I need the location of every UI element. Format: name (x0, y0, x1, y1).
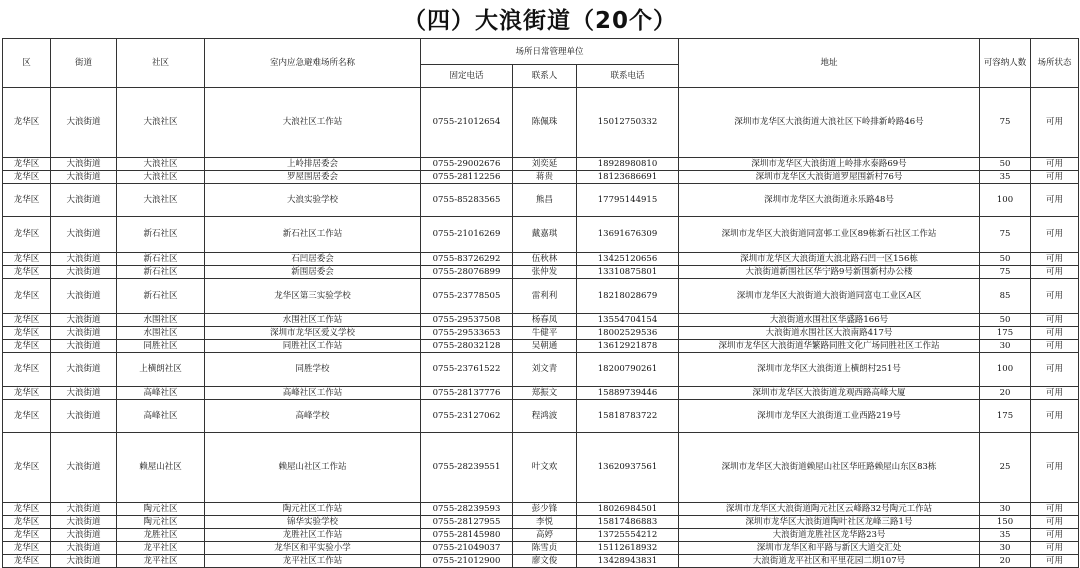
cell-contact-phone: 13691676309 (577, 217, 679, 253)
cell-district: 龙华区 (3, 400, 51, 433)
cell-district: 龙华区 (3, 387, 51, 400)
cell-street: 大浪街道 (51, 253, 117, 266)
cell-address: 深圳市龙华区和平路与新区大道交汇处 (679, 542, 980, 555)
cell-contact-phone: 18026984501 (577, 503, 679, 516)
cell-shelter-name: 新围居委会 (205, 266, 421, 279)
cell-contact: 叶文欢 (513, 433, 577, 503)
table-row (3, 327, 1079, 340)
cell-capacity: 20 (980, 555, 1031, 568)
cell-status: 可用 (1031, 433, 1079, 503)
cell-status: 可用 (1031, 327, 1079, 340)
header-fixed-phone: 固定电话 (421, 65, 513, 88)
cell-status: 可用 (1031, 314, 1079, 327)
cell-status: 可用 (1031, 353, 1079, 387)
cell-contact: 刘奕延 (513, 158, 577, 171)
page-title: （四）大浪街道（20个） (402, 8, 677, 34)
table-row (3, 88, 1079, 158)
cell-status: 可用 (1031, 340, 1079, 353)
cell-community: 龙胜社区 (117, 529, 205, 542)
cell-fixed-phone: 0755-21016269 (421, 217, 513, 253)
cell-contact-phone: 15818783722 (577, 400, 679, 433)
cell-community: 新石社区 (117, 217, 205, 253)
cell-fixed-phone: 0755-28076899 (421, 266, 513, 279)
cell-contact: 雷利利 (513, 279, 577, 314)
cell-address: 深圳市龙华区大浪街道工业西路219号 (679, 400, 980, 433)
cell-capacity: 50 (980, 314, 1031, 327)
cell-contact: 彭少锋 (513, 503, 577, 516)
table-row (3, 400, 1079, 433)
cell-contact-phone: 15889739446 (577, 387, 679, 400)
cell-district: 龙华区 (3, 184, 51, 217)
cell-contact-phone: 18200790261 (577, 353, 679, 387)
cell-street: 大浪街道 (51, 217, 117, 253)
header-capacity: 可容纳人数 (980, 39, 1031, 88)
cell-contact: 廖文俊 (513, 555, 577, 568)
table-row (3, 516, 1079, 529)
cell-shelter-name: 龙胜社区工作站 (205, 529, 421, 542)
cell-fixed-phone: 0755-29002676 (421, 158, 513, 171)
cell-address: 深圳市龙华区大浪街道永乐路48号 (679, 184, 980, 217)
cell-address: 深圳市龙华区大浪街道罗屋围新村76号 (679, 171, 980, 184)
cell-street: 大浪街道 (51, 314, 117, 327)
cell-shelter-name: 同胜社区工作站 (205, 340, 421, 353)
cell-contact-phone: 13612921878 (577, 340, 679, 353)
header-address: 地址 (679, 39, 980, 88)
cell-shelter-name: 深圳市龙华区爱义学校 (205, 327, 421, 340)
cell-community: 新石社区 (117, 266, 205, 279)
cell-contact: 熊昌 (513, 184, 577, 217)
cell-shelter-name: 上岭排居委会 (205, 158, 421, 171)
cell-capacity: 25 (980, 433, 1031, 503)
cell-status: 可用 (1031, 171, 1079, 184)
cell-community: 高峰社区 (117, 387, 205, 400)
cell-street: 大浪街道 (51, 171, 117, 184)
cell-shelter-name: 同胜学校 (205, 353, 421, 387)
cell-capacity: 75 (980, 266, 1031, 279)
cell-district: 龙华区 (3, 555, 51, 568)
cell-contact: 李悦 (513, 516, 577, 529)
cell-shelter-name: 水围社区工作站 (205, 314, 421, 327)
cell-community: 高峰社区 (117, 400, 205, 433)
table-row (3, 433, 1079, 503)
cell-capacity: 35 (980, 529, 1031, 542)
cell-contact-phone: 18123686691 (577, 171, 679, 184)
cell-status: 可用 (1031, 266, 1079, 279)
cell-status: 可用 (1031, 516, 1079, 529)
cell-capacity: 35 (980, 171, 1031, 184)
cell-address: 深圳市龙华区大浪街道同富邨工业区89栋新石社区工作站 (679, 217, 980, 253)
cell-contact-phone: 15012750332 (577, 88, 679, 158)
cell-community: 大浪社区 (117, 88, 205, 158)
cell-district: 龙华区 (3, 340, 51, 353)
cell-community: 同胜社区 (117, 340, 205, 353)
cell-street: 大浪街道 (51, 158, 117, 171)
cell-capacity: 75 (980, 88, 1031, 158)
cell-status: 可用 (1031, 88, 1079, 158)
cell-contact-phone: 13310875801 (577, 266, 679, 279)
cell-district: 龙华区 (3, 217, 51, 253)
header-contact-phone: 联系电话 (577, 65, 679, 88)
cell-shelter-name: 赖屋山社区工作站 (205, 433, 421, 503)
cell-address: 深圳市龙华区大浪街道大浪社区下岭排新岭路46号 (679, 88, 980, 158)
cell-community: 新石社区 (117, 279, 205, 314)
cell-contact: 牛健平 (513, 327, 577, 340)
cell-capacity: 75 (980, 217, 1031, 253)
cell-contact-phone: 15817486883 (577, 516, 679, 529)
cell-street: 大浪街道 (51, 387, 117, 400)
cell-fixed-phone: 0755-83726292 (421, 253, 513, 266)
cell-capacity: 150 (980, 516, 1031, 529)
cell-street: 大浪街道 (51, 503, 117, 516)
cell-street: 大浪街道 (51, 279, 117, 314)
cell-contact-phone: 13554704154 (577, 314, 679, 327)
table-row (3, 503, 1079, 516)
cell-status: 可用 (1031, 158, 1079, 171)
cell-street: 大浪街道 (51, 184, 117, 217)
cell-contact-phone: 18928980810 (577, 158, 679, 171)
table-row (3, 353, 1079, 387)
cell-district: 龙华区 (3, 433, 51, 503)
cell-address: 大浪街道新围社区华宁路9号新围新村办公楼 (679, 266, 980, 279)
cell-capacity: 175 (980, 327, 1031, 340)
cell-shelter-name: 龙华区和平实验小学 (205, 542, 421, 555)
cell-street: 大浪街道 (51, 433, 117, 503)
cell-address: 深圳市龙华区大浪街道华繁路同胜文化广场同胜社区工作站 (679, 340, 980, 353)
cell-capacity: 30 (980, 503, 1031, 516)
cell-address: 深圳市龙华区大浪街道龙观西路高峰大厦 (679, 387, 980, 400)
table-row (3, 171, 1079, 184)
cell-contact-phone: 13725554212 (577, 529, 679, 542)
cell-community: 新石社区 (117, 253, 205, 266)
cell-community: 龙平社区 (117, 555, 205, 568)
table-row (3, 184, 1079, 217)
cell-fixed-phone: 0755-28137776 (421, 387, 513, 400)
cell-street: 大浪街道 (51, 516, 117, 529)
table-body (3, 88, 1079, 568)
cell-fixed-phone: 0755-23761522 (421, 353, 513, 387)
table-row (3, 340, 1079, 353)
cell-community: 大浪社区 (117, 171, 205, 184)
cell-address: 深圳市龙华区大浪街道陶叶社区龙峰三路1号 (679, 516, 980, 529)
cell-contact-phone: 18002529536 (577, 327, 679, 340)
cell-contact: 伍秋林 (513, 253, 577, 266)
cell-contact-phone: 13428943831 (577, 555, 679, 568)
cell-contact-phone: 17795144915 (577, 184, 679, 217)
cell-street: 大浪街道 (51, 529, 117, 542)
cell-capacity: 100 (980, 184, 1031, 217)
cell-street: 大浪街道 (51, 555, 117, 568)
cell-status: 可用 (1031, 400, 1079, 433)
cell-community: 陶元社区 (117, 503, 205, 516)
cell-community: 大浪社区 (117, 184, 205, 217)
cell-capacity: 30 (980, 340, 1031, 353)
cell-fixed-phone: 0755-28032128 (421, 340, 513, 353)
cell-district: 龙华区 (3, 88, 51, 158)
cell-status: 可用 (1031, 279, 1079, 314)
table-row (3, 253, 1079, 266)
cell-shelter-name: 新石社区工作站 (205, 217, 421, 253)
cell-district: 龙华区 (3, 353, 51, 387)
cell-contact: 陈雪贞 (513, 542, 577, 555)
cell-fixed-phone: 0755-28145980 (421, 529, 513, 542)
cell-address: 大浪街道水围社区大浪南路417号 (679, 327, 980, 340)
cell-fixed-phone: 0755-21012654 (421, 88, 513, 158)
cell-status: 可用 (1031, 387, 1079, 400)
cell-contact-phone: 13620937561 (577, 433, 679, 503)
cell-fixed-phone: 0755-23127062 (421, 400, 513, 433)
cell-district: 龙华区 (3, 171, 51, 184)
cell-capacity: 50 (980, 158, 1031, 171)
cell-contact: 张仲发 (513, 266, 577, 279)
cell-contact: 刘文青 (513, 353, 577, 387)
cell-community: 大浪社区 (117, 158, 205, 171)
cell-street: 大浪街道 (51, 88, 117, 158)
cell-district: 龙华区 (3, 529, 51, 542)
cell-shelter-name: 高峰学校 (205, 400, 421, 433)
cell-community: 水围社区 (117, 327, 205, 340)
cell-contact: 戴嘉琪 (513, 217, 577, 253)
cell-address: 大浪街道水围社区华盛路166号 (679, 314, 980, 327)
cell-status: 可用 (1031, 217, 1079, 253)
cell-community: 龙平社区 (117, 542, 205, 555)
table-row (3, 529, 1079, 542)
cell-district: 龙华区 (3, 503, 51, 516)
table-row (3, 158, 1079, 171)
cell-address: 深圳市龙华区大浪街道陶元社区云峰路32号陶元工作站 (679, 503, 980, 516)
cell-fixed-phone: 0755-28127955 (421, 516, 513, 529)
cell-street: 大浪街道 (51, 266, 117, 279)
cell-district: 龙华区 (3, 314, 51, 327)
cell-address: 深圳市龙华区大浪街道赖屋山社区华旺路赖屋山东区83栋 (679, 433, 980, 503)
cell-district: 龙华区 (3, 542, 51, 555)
cell-contact: 杨春凤 (513, 314, 577, 327)
table-row (3, 387, 1079, 400)
cell-status: 可用 (1031, 542, 1079, 555)
cell-shelter-name: 陶元社区工作站 (205, 503, 421, 516)
cell-address: 深圳市龙华区大浪街道上岭排水泰路69号 (679, 158, 980, 171)
cell-fixed-phone: 0755-28239551 (421, 433, 513, 503)
cell-street: 大浪街道 (51, 353, 117, 387)
cell-status: 可用 (1031, 503, 1079, 516)
table-row (3, 217, 1079, 253)
cell-district: 龙华区 (3, 516, 51, 529)
header-mgmt-unit: 场所日常管理单位 (421, 39, 679, 65)
cell-address: 大浪街道龙胜社区龙华路23号 (679, 529, 980, 542)
cell-shelter-name: 龙平社区工作站 (205, 555, 421, 568)
cell-fixed-phone: 0755-21012900 (421, 555, 513, 568)
cell-street: 大浪街道 (51, 340, 117, 353)
cell-shelter-name: 高峰社区工作站 (205, 387, 421, 400)
cell-shelter-name: 锦华实验学校 (205, 516, 421, 529)
cell-community: 赖屋山社区 (117, 433, 205, 503)
header-status: 场所状态 (1031, 39, 1079, 88)
table-row (3, 542, 1079, 555)
cell-community: 上横朗社区 (117, 353, 205, 387)
cell-address: 大浪街道龙平社区和平里花园二期107号 (679, 555, 980, 568)
cell-capacity: 175 (980, 400, 1031, 433)
cell-shelter-name: 龙华区第三实验学校 (205, 279, 421, 314)
header-street: 街道 (51, 39, 117, 88)
table-row (3, 314, 1079, 327)
cell-capacity: 85 (980, 279, 1031, 314)
cell-capacity: 30 (980, 542, 1031, 555)
cell-community: 陶元社区 (117, 516, 205, 529)
cell-district: 龙华区 (3, 253, 51, 266)
cell-street: 大浪街道 (51, 400, 117, 433)
cell-status: 可用 (1031, 555, 1079, 568)
cell-street: 大浪街道 (51, 327, 117, 340)
cell-contact: 高婷 (513, 529, 577, 542)
cell-street: 大浪街道 (51, 542, 117, 555)
cell-contact-phone: 15112618932 (577, 542, 679, 555)
cell-status: 可用 (1031, 253, 1079, 266)
cell-shelter-name: 罗屋围居委会 (205, 171, 421, 184)
cell-district: 龙华区 (3, 279, 51, 314)
cell-district: 龙华区 (3, 158, 51, 171)
cell-community: 水围社区 (117, 314, 205, 327)
header-community: 社区 (117, 39, 205, 88)
cell-fixed-phone: 0755-29537508 (421, 314, 513, 327)
header-district: 区 (3, 39, 51, 88)
cell-contact-phone: 18218028679 (577, 279, 679, 314)
cell-shelter-name: 大浪实验学校 (205, 184, 421, 217)
cell-shelter-name: 石凹居委会 (205, 253, 421, 266)
cell-address: 深圳市龙华区大浪街道大浪街道同富屯工业区A区 (679, 279, 980, 314)
cell-contact: 程鸿波 (513, 400, 577, 433)
cell-fixed-phone: 0755-21049037 (421, 542, 513, 555)
shelter-table (2, 38, 1079, 568)
cell-contact-phone: 13425120656 (577, 253, 679, 266)
header-contact: 联系人 (513, 65, 577, 88)
header-shelter-name: 室内应急避难场所名称 (205, 39, 421, 88)
cell-capacity: 20 (980, 387, 1031, 400)
table-row (3, 266, 1079, 279)
cell-fixed-phone: 0755-29533653 (421, 327, 513, 340)
cell-address: 深圳市龙华区大浪街道大浪北路石凹一区156栋 (679, 253, 980, 266)
cell-fixed-phone: 0755-85283565 (421, 184, 513, 217)
cell-fixed-phone: 0755-28112256 (421, 171, 513, 184)
table-row (3, 279, 1079, 314)
cell-contact: 吴朝通 (513, 340, 577, 353)
cell-fixed-phone: 0755-23778505 (421, 279, 513, 314)
cell-status: 可用 (1031, 184, 1079, 217)
cell-capacity: 50 (980, 253, 1031, 266)
cell-status: 可用 (1031, 529, 1079, 542)
cell-district: 龙华区 (3, 327, 51, 340)
cell-address: 深圳市龙华区大浪街道上横朗村251号 (679, 353, 980, 387)
cell-district: 龙华区 (3, 266, 51, 279)
cell-fixed-phone: 0755-28239593 (421, 503, 513, 516)
cell-contact: 蒋贵 (513, 171, 577, 184)
cell-capacity: 100 (980, 353, 1031, 387)
cell-contact: 陈佩珠 (513, 88, 577, 158)
cell-contact: 郑振文 (513, 387, 577, 400)
cell-shelter-name: 大浪社区工作站 (205, 88, 421, 158)
